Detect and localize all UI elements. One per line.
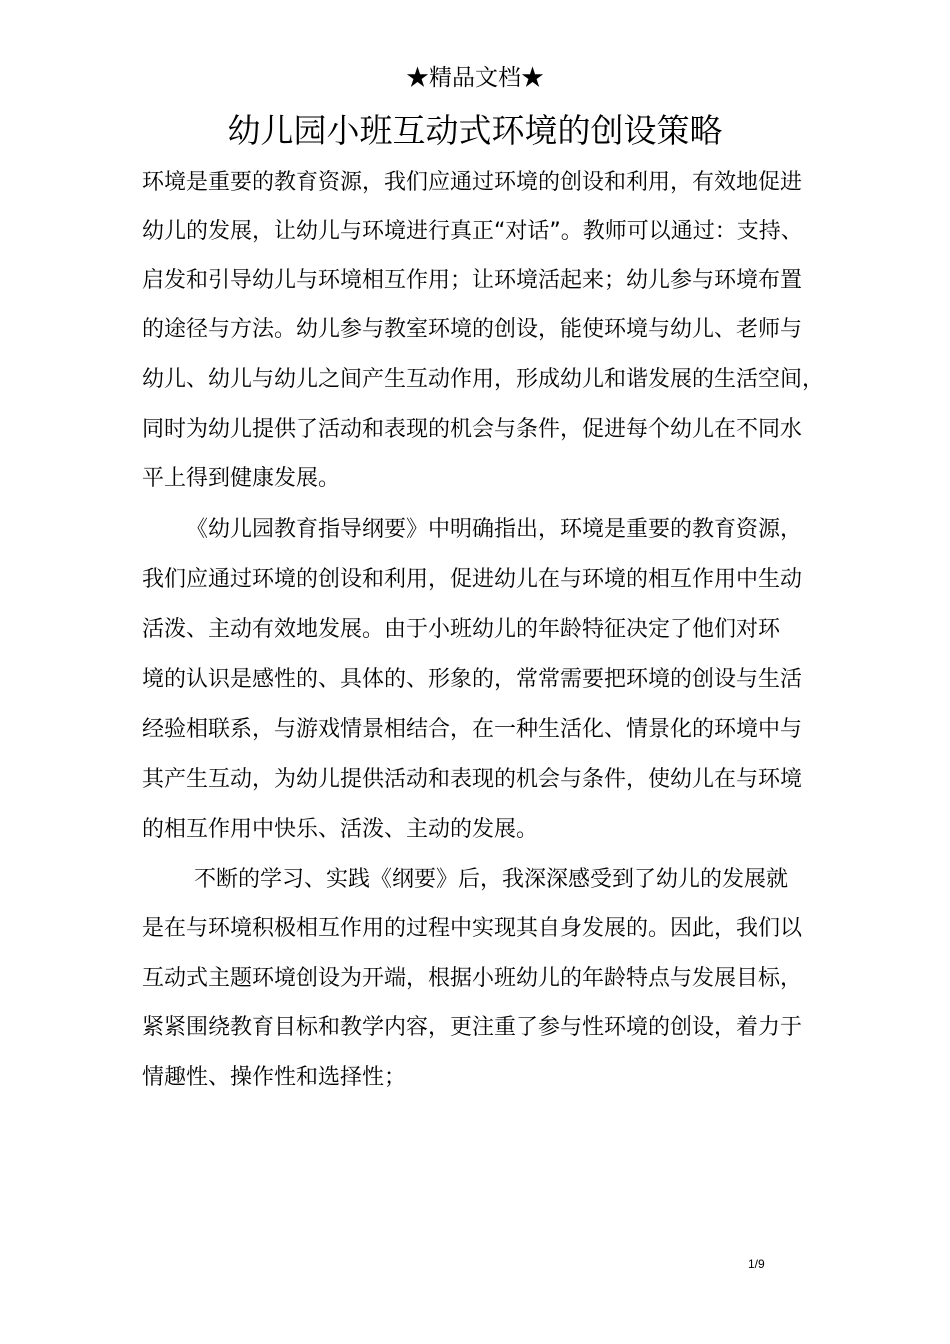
paragraph-line: 经验相联系，与游戏情景相结合，在一种生活化、情景化的环境中与: [142, 717, 803, 742]
paragraph-line: 活泼、主动有效地发展。由于小班幼儿的年龄特征决定了他们对环: [142, 617, 781, 642]
paragraph-line: 我们应通过环境的创设和利用，促进幼儿在与环境的相互作用中生动: [142, 567, 803, 592]
page-number: 1/9: [748, 1257, 765, 1271]
paragraph-line: 启发和引导幼儿与环境相互作用；让环境活起来；幼儿参与环境布置: [142, 268, 803, 293]
header-mark: ★精品文档★: [406, 65, 544, 91]
paragraph-line: 幼儿、幼儿与幼儿之间产生互动作用，形成幼儿和谐发展的生活空间，: [142, 367, 825, 392]
paragraph-line: 平上得到健康发展。: [142, 466, 341, 491]
paragraph-line: 其产生互动，为幼儿提供活动和表现的机会与条件，使幼儿在与环境: [142, 767, 803, 792]
document-title: 幼儿园小班互动式环境的创设策略: [227, 111, 723, 150]
paragraph-line: 紧紧围绕教育目标和教学内容，更注重了参与性环境的创设，着力于: [142, 1015, 803, 1040]
paragraph-line: 的途径与方法。幼儿参与教室环境的创设，能使环境与幼儿、老师与: [142, 317, 803, 342]
paragraph-line: 《幼儿园教育指导纲要》中明确指出，环境是重要的教育资源，: [186, 517, 803, 542]
paragraph-line: 的相互作用中快乐、活泼、主动的发展。: [142, 817, 539, 842]
paragraph-line: 是在与环境积极相互作用的过程中实现其自身发展的。因此，我们以: [142, 916, 803, 941]
paragraph-line: 环境是重要的教育资源，我们应通过环境的创设和利用，有效地促进: [142, 170, 803, 195]
paragraph-line: 同时为幼儿提供了活动和表现的机会与条件，促进每个幼儿在不同水: [142, 417, 803, 442]
paragraph-line: 不断的学习、实践《纲要》后，我深深感受到了幼儿的发展就: [194, 867, 789, 892]
paragraph-line: 境的认识是感性的、具体的、形象的，常常需要把环境的创设与生活: [142, 667, 803, 692]
paragraph-line: 情趣性、操作性和选择性；: [142, 1065, 407, 1090]
paragraph-line: 互动式主题环境创设为开端，根据小班幼儿的年龄特点与发展目标，: [142, 966, 803, 991]
paragraph-line: 幼儿的发展，让幼儿与环境进行真正“对话”。教师可以通过：支持、: [142, 219, 803, 244]
